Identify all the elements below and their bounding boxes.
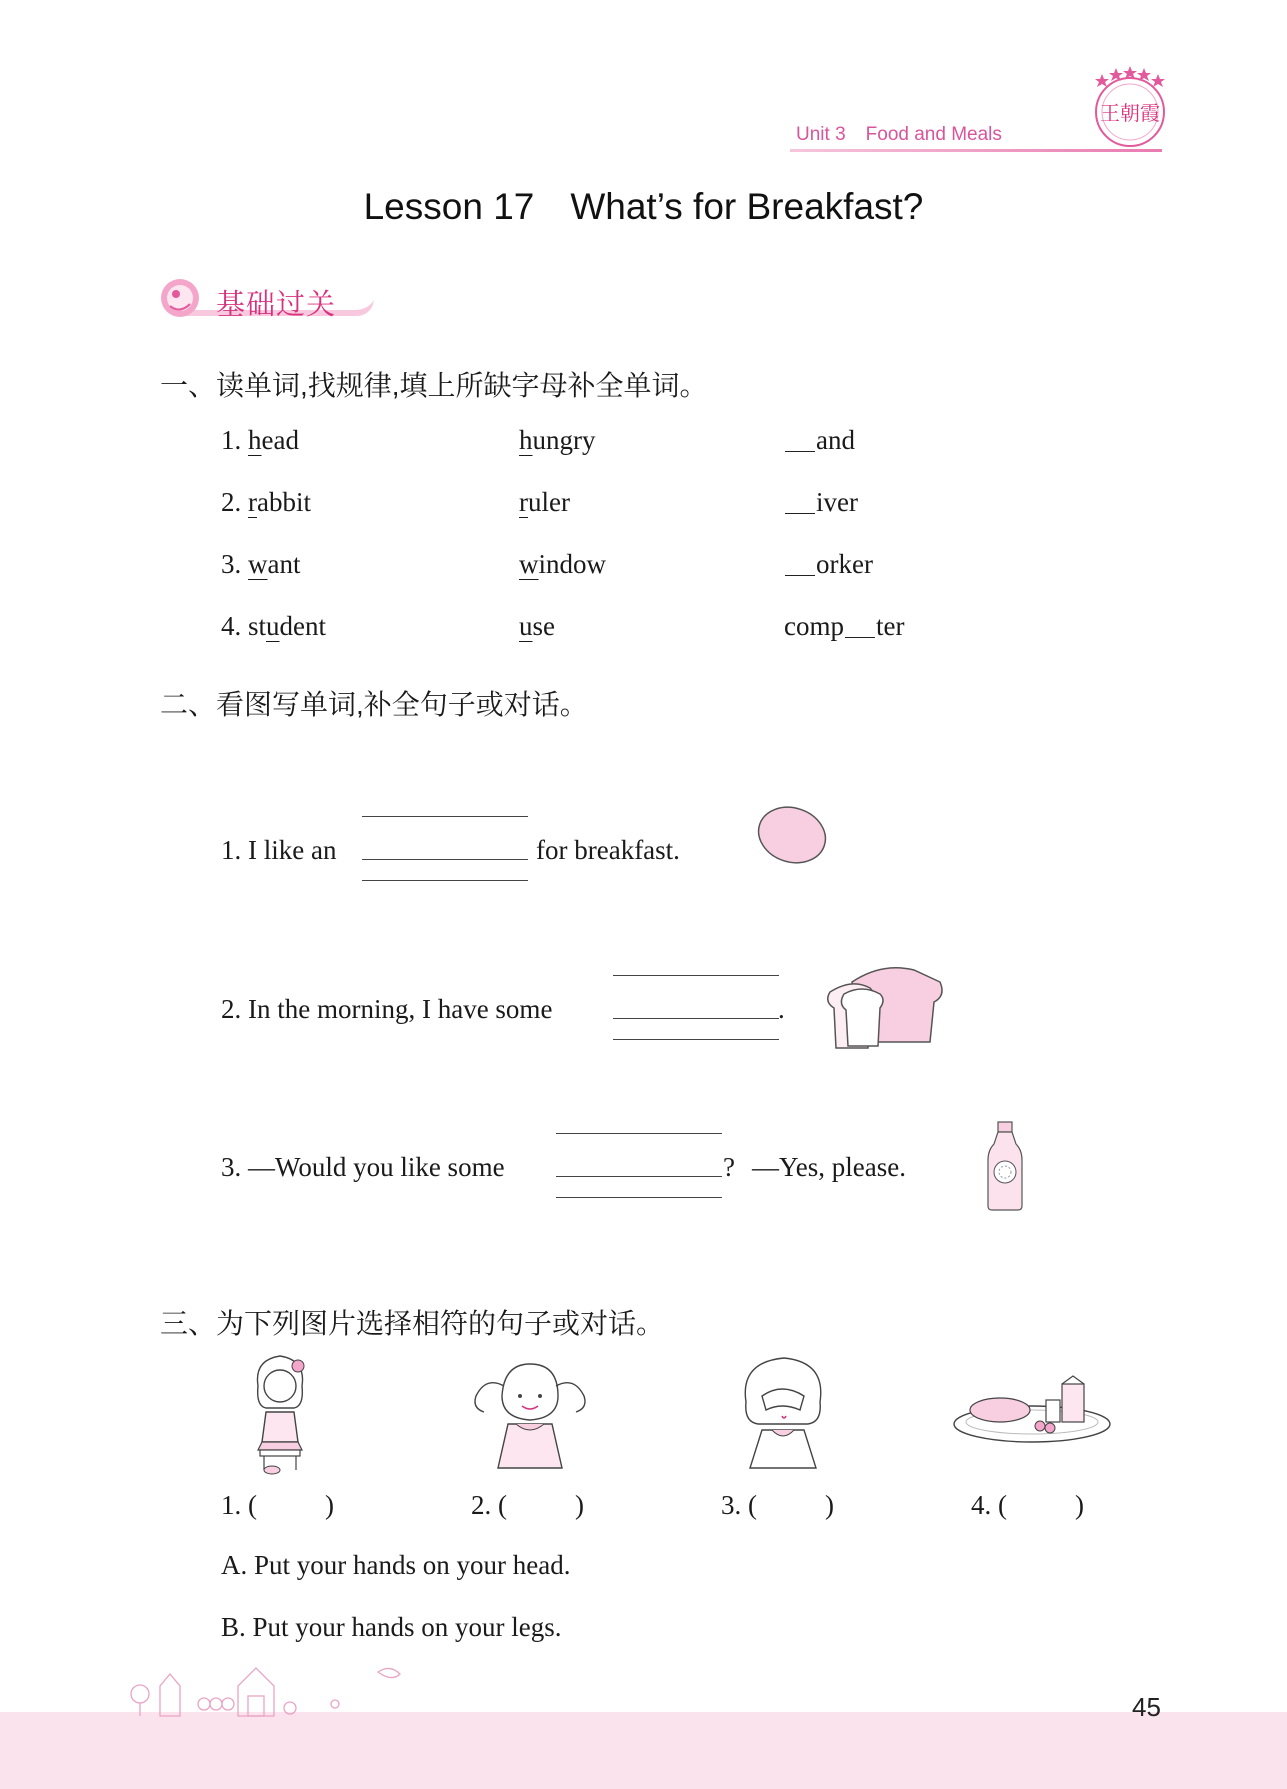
answer-1	[221, 1490, 334, 1521]
word-row-3-example-1	[221, 549, 301, 580]
section2-heading: 二、看图写单词,补全句子或对话。	[160, 689, 588, 720]
item-number: 1.	[221, 425, 242, 455]
seal-text: 王朝霞	[1100, 101, 1160, 125]
option-a: A. Put your hands on your head.	[221, 1550, 571, 1580]
section1-heading: 一、读单词,找规律,填上所缺字母补全单词。	[160, 370, 708, 401]
word-suffix: ead	[261, 425, 299, 455]
answer-number: 1.	[221, 1490, 242, 1520]
item-number: 4.	[221, 611, 242, 641]
egg-icon	[754, 804, 830, 866]
word-row-2-example-2	[519, 487, 570, 518]
answer-number: 3.	[721, 1490, 742, 1520]
sentence-1-before: 1. I like an	[221, 835, 337, 865]
missing-letter-blank[interactable]	[785, 512, 815, 514]
word-row-1-example-1	[221, 425, 299, 456]
underlined-letter: u	[266, 611, 280, 641]
word-row-4-example-1	[221, 611, 326, 642]
underlined-letter: u	[519, 611, 533, 641]
missing-letter-blank[interactable]	[845, 636, 875, 638]
word-row-3-fill-in	[784, 549, 873, 580]
word-prefix: comp	[784, 611, 844, 641]
word-prefix: st	[248, 611, 267, 641]
missing-letter-blank[interactable]	[785, 450, 815, 452]
sentence-2-after: .	[778, 994, 785, 1024]
answer-2	[471, 1490, 584, 1521]
answer-4	[971, 1490, 1084, 1521]
answer-lines-2[interactable]	[613, 975, 779, 1041]
publisher-seal-icon	[1072, 60, 1182, 160]
close-paren: )	[1075, 1490, 1084, 1520]
word-suffix: abbit	[257, 487, 311, 517]
open-paren: (	[998, 1490, 1007, 1520]
close-paren: )	[825, 1490, 834, 1520]
answer-lines-3[interactable]	[556, 1133, 722, 1199]
sentence-3-reply: —Yes, please.	[752, 1152, 906, 1182]
answer-number: 4.	[971, 1490, 992, 1520]
footer-decoration-icon	[120, 1660, 410, 1718]
unit-header	[796, 124, 1022, 146]
sentence-3-after: ?	[723, 1152, 735, 1182]
close-paren: )	[325, 1490, 334, 1520]
lesson-number: Lesson 17	[363, 186, 535, 227]
word-row-1-fill-in	[784, 425, 855, 456]
banner-label: 基础过关	[216, 289, 337, 321]
sentence-3-before: 3. —Would you like some	[221, 1152, 505, 1182]
underlined-letter: h	[248, 425, 262, 455]
underlined-letter: w	[248, 549, 268, 579]
word-suffix: indow	[538, 549, 606, 579]
word-suffix: ant	[267, 549, 301, 579]
milk-bottle-icon	[982, 1120, 1028, 1212]
word-row-2-fill-in	[784, 487, 858, 518]
close-paren: )	[575, 1490, 584, 1520]
girl-hands-on-head-icon	[466, 1356, 594, 1470]
word-suffix: ungry	[532, 425, 596, 455]
girl-sitting-icon	[240, 1350, 320, 1476]
word-row-4-fill-in	[784, 611, 904, 642]
option-b: B. Put your hands on your legs.	[221, 1612, 562, 1642]
answer-3	[721, 1490, 834, 1521]
missing-letter-blank[interactable]	[785, 574, 815, 576]
word-row-4-example-2	[519, 611, 555, 642]
unit-number: Unit 3	[796, 124, 846, 145]
breakfast-plate-icon	[950, 1374, 1114, 1444]
item-number: 3.	[221, 549, 242, 579]
girl-covering-eyes-icon	[726, 1352, 840, 1470]
word-suffix: dent	[279, 611, 327, 641]
open-paren: (	[498, 1490, 507, 1520]
page-title	[0, 186, 1287, 228]
sentence-1-after: for breakfast.	[536, 835, 680, 865]
word-suffix: se	[532, 611, 555, 641]
page-number: 45	[1132, 1692, 1161, 1722]
word-suffix: ter	[876, 611, 905, 641]
underlined-letter: w	[519, 549, 539, 579]
bread-icon	[822, 952, 944, 1052]
footer-band	[0, 1712, 1287, 1789]
underlined-letter: h	[519, 425, 533, 455]
unit-title: Food and Meals	[865, 124, 1002, 145]
word-row-2-example-1	[221, 487, 311, 518]
word-row-3-example-2	[519, 549, 606, 580]
open-paren: (	[748, 1490, 757, 1520]
section3-heading: 三、为下列图片选择相符的句子或对话。	[160, 1308, 665, 1339]
word-suffix: iver	[816, 487, 858, 517]
item-number: 2.	[221, 487, 242, 517]
open-paren: (	[248, 1490, 257, 1520]
word-suffix: uler	[528, 487, 570, 517]
answer-lines-1[interactable]	[362, 816, 528, 882]
underlined-letter: r	[248, 487, 257, 517]
answer-number: 2.	[471, 1490, 492, 1520]
sentence-2-before: 2. In the morning, I have some	[221, 994, 553, 1024]
word-suffix: orker	[816, 549, 873, 579]
lesson-name: What’s for Breakfast?	[570, 186, 924, 227]
underlined-letter: r	[519, 487, 528, 517]
word-suffix: and	[816, 425, 855, 455]
word-row-1-example-2	[519, 425, 596, 456]
